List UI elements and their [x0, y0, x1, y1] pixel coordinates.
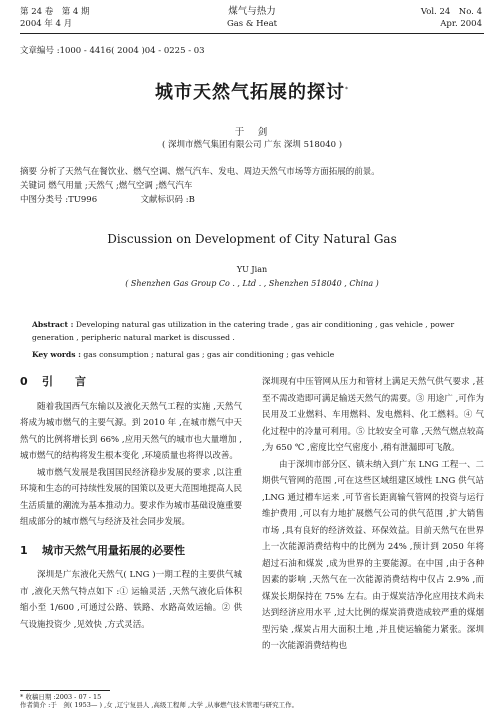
keywords-en-text: gas consumption ; natural gas ; gas air conditioning ; gas vehicle — [83, 350, 335, 359]
section-0-heading — [20, 374, 242, 391]
section-0-paragraph-1: 随着我国西气东输以及液化天然气工程的实施 ,天然气将成为城市燃气的主要气源。到 2010 年 ,在城市燃气中天然气的比例将增长到 66% ,应用天然气的城市也大量增加 ,城市燃气的结构将发生根本变化 ,环境质量也将得以改善。 — [20, 401, 242, 461]
footnote-rule — [20, 690, 110, 691]
footnote-author: 作者简介 :于 剑( 1953— ) ,女 ,辽宁复县人 ,高级工程师 ,大学 ,从事燃气技术管理与研究工作。 — [20, 701, 299, 709]
class-number: 中图分类号 :TU996 — [20, 195, 98, 205]
title-footnote-mark: * — [345, 86, 349, 93]
footnote-received: * 收稿日期 :2003 - 07 - 15 — [20, 693, 102, 701]
header-rule — [20, 33, 484, 34]
journal-name-en: Gas & Heat — [226, 19, 278, 29]
paper-title-cn — [0, 78, 504, 104]
abstract-cn: 摘要 分析了天然气在餐饮业、燃气空调、燃气汽车、发电、周边天然气市场等方面拓展的前景。 — [20, 167, 380, 177]
abstract-en-text: Developing natural gas utilization in the catering trade , gas air conditioning , gas vehicle , power generation , peripheric natural market is discussed . — [32, 320, 455, 342]
abstract-en-label: Abstract : — [32, 320, 74, 329]
keywords-cn: 关键词 燃气用量 ;天然气 ;燃气空调 ;燃气汽车 — [20, 181, 193, 191]
keywords-en — [32, 348, 484, 361]
issue-date-en: Apr. 2004 — [440, 19, 482, 29]
section-0-title: 引 言 — [42, 375, 86, 388]
document-code: 文献标识码 :B — [140, 195, 195, 205]
classification-line — [20, 194, 484, 207]
affiliation-cn: ( 深圳市燃气集团有限公司 广东 深圳 518040 ) — [161, 140, 343, 150]
abstract-en — [32, 318, 484, 344]
title-text: 城市天然气拓展的探讨 — [155, 82, 345, 103]
right-paragraph-2: 由于深圳市部分区、镇未纳入到广东 LNG 工程一、二期供气管网的范围 ,可在这些区域组建区域性 LNG 供气站 ,LNG 通过槽车运来 ,可节省长距离输气管网的投资与运行维护费用 ,可以有力地扩展燃气公司的供气范围 ,扩大销售市场 ,具有良好的经济效益、环保效益。目前天然气在世界上一次能源消费结构中的比例为 24% ,预计到 2050 年将超过石油和煤炭 ,成为世界的主要能源。在中国 ,由于各种因素的影响 ,天然气在一次能源消费结构中仅占 2.9% ,而煤炭长期保持在 75% 左右。由于煤炭洁净化应用技术尚未达到经济应用水平 ,过大比例的煤炭消费造成较严重的煤烟型污染 ,煤炭占用大面积土地 ,并且使运输能力紧张。深圳的一次能源消费结构也 — [262, 459, 484, 651]
right-column — [262, 374, 484, 655]
keywords-en-label: Key words : — [32, 350, 81, 359]
affiliation-en: ( Shenzhen Gas Group Co . , Ltd . , Shenzhen 518040 , China ) — [125, 279, 379, 288]
section-1-number: 1 — [20, 543, 28, 557]
section-1-title: 城市天然气用量拓展的必要性 — [42, 543, 185, 557]
author-en: YU Jian — [236, 265, 268, 274]
running-header-right — [421, 6, 482, 30]
volume-issue: 第 24 卷 第 4 期 — [20, 7, 90, 17]
journal-name-cn: 煤气与热力 — [228, 6, 276, 17]
right-paragraph-1: 深圳现有中压管网从压力和管材上满足天然气供气要求 ,甚至不需改造即可满足输送天然气的需要。③ 用途广 ,可作为民用及工业燃料、车用燃料、发电燃料、化工燃料。④ 气化过程中的冷量可利用。⑤ 比较安全可靠 ,天然气燃点较高 ,为 650 ℃ ,密度比空气密度小 ,稍有泄漏即可飞散。 — [262, 377, 484, 453]
author-cn: 于 剑 — [234, 127, 270, 138]
article-number: 文章编号 :1000 - 4416( 2004 )04 - 0225 - 03 — [20, 46, 205, 56]
left-column — [20, 374, 242, 633]
section-0-number: 0 — [20, 375, 28, 388]
volume-issue-en: Vol. 24 No. 4 — [420, 7, 482, 17]
section-1-paragraph-1: 深圳是广东液化天然气( LNG )一期工程的主要供气城市 ,液化天然气特点如下 :① 运输灵活 ,天然气液化后体积缩小至 1/600 ,可通过公路、铁路、水路高效运输。② 供气设施投资少 ,见效快 ,方式灵活。 — [20, 570, 242, 630]
section-0-paragraph-2: 城市燃气发展是我国国民经济稳步发展的要求 ,以注重环境和生态的可持续性发展的国策以及更大范围地提高人民生活质量的潮流为基本推动力。要求作为城市基础设施重要组成部分的城市燃气与经济及社会同步发展。 — [20, 467, 242, 527]
section-1-heading — [20, 543, 242, 560]
paper-title-en: Discussion on Development of City Natural Gas — [107, 232, 397, 246]
issue-date: 2004 年 4 月 — [20, 19, 73, 29]
